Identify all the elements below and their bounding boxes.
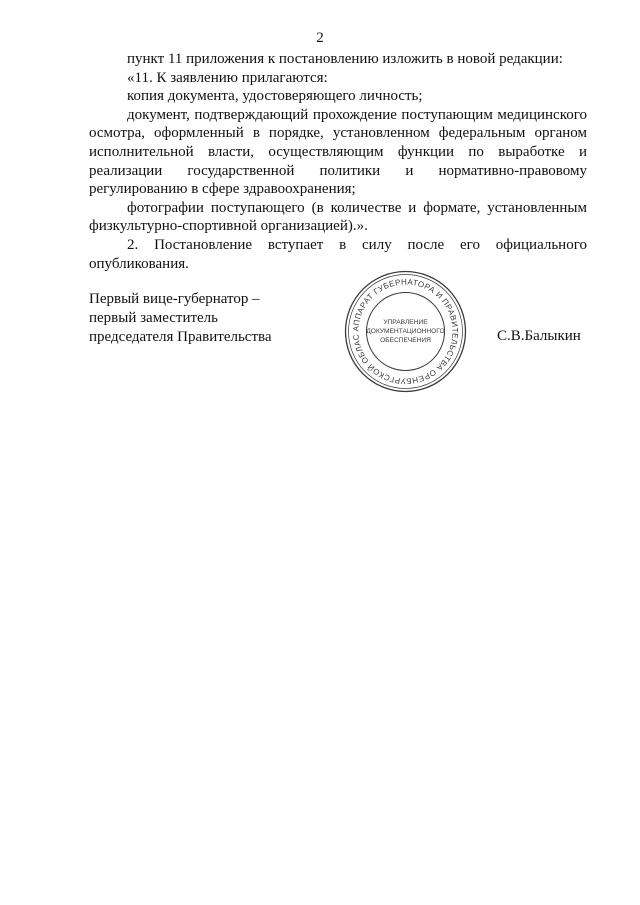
stamp-center-line-3: ОБЕСПЕЧЕНИЯ — [380, 337, 431, 344]
page-number: 2 — [316, 30, 324, 46]
paragraph-photographs: фотографии поступающего (в количестве и формате, установленным физкультурно-спортивной организацией).». — [89, 199, 587, 235]
document-body — [89, 50, 587, 273]
stamp-center-line-1: УПРАВЛЕНИЕ — [383, 319, 428, 326]
signature-title-block — [89, 290, 272, 347]
paragraph-item-11: «11. К заявлению прилагаются: — [127, 69, 328, 86]
signature-title-line-3: председателя Правительства — [89, 329, 272, 345]
signature-title-line-2: первый заместитель — [89, 310, 219, 326]
signature-title-line-1: Первый вице-губернатор – — [89, 291, 260, 307]
paragraph-entry-into-force: 2. Постановление вступает в силу после его официального опубликования. — [89, 236, 587, 272]
paragraph-identity-document: копия документа, удостоверяющего личность; — [127, 88, 423, 105]
official-stamp — [343, 269, 468, 394]
stamp-ring-text: АППАРАТ ГУБЕРНАТОРА И ПРАВИТЕЛЬСТВА ОРЕНБУРГСКОЙ ОБЛАС — [351, 277, 460, 386]
stamp-center-line-2: ДОКУМЕНТАЦИОННОГО — [366, 328, 445, 335]
stamp-seal-graphic — [343, 269, 468, 394]
signer-name: С.В.Балыкин — [497, 328, 581, 344]
paragraph-intro: пункт 11 приложения к постановлению изложить в новой редакции: — [127, 51, 563, 67]
paragraph-medical-document: документ, подтверждающий прохождение поступающим медицинского осмотра, оформленный в порядке, установленном федеральным органом исполнительной власти, осуществляющим функции по выработке и реализации государственной политики и нормативно-правовому регулированию в сфере здравоохранения; — [89, 106, 587, 198]
